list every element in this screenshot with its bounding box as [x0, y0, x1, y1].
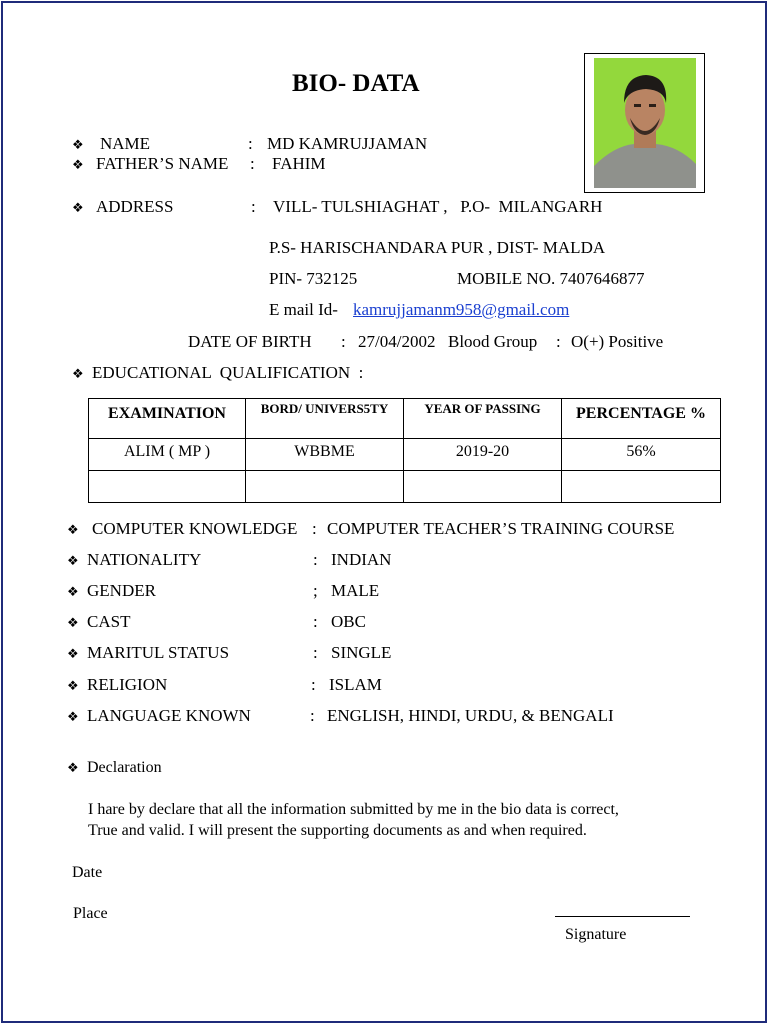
diamond-bullet-icon: ❖	[67, 646, 79, 661]
address-separator: :	[251, 197, 256, 216]
diamond-bullet-icon: ❖	[72, 137, 84, 152]
name-separator: :	[248, 134, 253, 153]
diamond-bullet-icon: ❖	[67, 522, 79, 537]
diamond-bullet-icon: ❖	[72, 366, 84, 381]
photo-frame	[584, 53, 705, 193]
father-separator: :	[250, 154, 255, 173]
email-label: E mail Id-	[269, 300, 338, 319]
religion-row	[67, 675, 85, 696]
gender-label: GENDER	[87, 581, 156, 600]
dob-value: 27/04/2002	[358, 332, 436, 351]
blood-group-separator: :	[556, 332, 561, 351]
language-label: LANGUAGE KNOWN	[87, 706, 251, 725]
computer-label: COMPUTER KNOWLEDGE	[92, 519, 298, 538]
address-pin: PIN- 732125	[269, 269, 358, 288]
father-value: FAHIM	[272, 154, 326, 173]
table-cell: 2019-20	[404, 439, 562, 471]
religion-separator: :	[311, 675, 316, 694]
marital-label: MARITUL STATUS	[87, 643, 230, 662]
cast-row	[67, 612, 85, 633]
table-cell: WBBME	[246, 439, 404, 471]
diamond-bullet-icon: ❖	[67, 615, 79, 630]
gender-value: MALE	[331, 581, 380, 600]
declaration-label: Declaration	[87, 759, 162, 776]
table-cell	[404, 471, 562, 503]
profile-photo	[594, 58, 696, 188]
person-portrait-icon	[594, 58, 696, 188]
education-table	[88, 398, 721, 503]
declaration-row	[67, 758, 85, 778]
education-row	[72, 363, 90, 384]
marital-row	[67, 643, 85, 664]
table-cell	[89, 471, 246, 503]
language-value: ENGLISH, HINDI, URDU, & BENGALI	[327, 706, 614, 725]
gender-separator: ;	[313, 581, 318, 600]
diamond-bullet-icon: ❖	[67, 584, 79, 599]
father-row	[72, 154, 90, 175]
signature-line	[555, 916, 690, 917]
cast-value: OBC	[331, 612, 366, 631]
dob-label: DATE OF BIRTH	[188, 332, 312, 351]
document-title: BIO- DATA	[292, 70, 420, 97]
computer-row	[67, 519, 85, 540]
header-year: YEAR OF PASSING	[404, 399, 562, 439]
computer-value: COMPUTER TEACHER’S TRAINING COURSE	[327, 519, 675, 538]
address-line1: VILL- TULSHIAGHAT , P.O- MILANGARH	[273, 197, 603, 216]
date-label: Date	[72, 864, 103, 881]
table-cell: ALIM ( MP )	[89, 439, 246, 471]
table-row	[89, 439, 721, 471]
diamond-bullet-icon: ❖	[67, 678, 79, 693]
diamond-bullet-icon: ❖	[72, 200, 84, 215]
email-link[interactable]: kamrujjamanm958@gmail.com	[353, 300, 570, 319]
cast-label: CAST	[87, 612, 131, 631]
education-label: EDUCATIONAL QUALIFICATION :	[92, 363, 364, 382]
marital-separator: :	[313, 643, 318, 662]
nationality-label: NATIONALITY	[87, 550, 202, 569]
diamond-bullet-icon: ❖	[67, 553, 79, 568]
header-board: BORD/ UNIVERS5TY	[246, 399, 404, 439]
nationality-value: INDIAN	[331, 550, 392, 569]
table-cell	[562, 471, 721, 503]
diamond-bullet-icon: ❖	[72, 157, 84, 172]
header-percentage: PERCENTAGE %	[562, 399, 721, 439]
computer-separator: :	[312, 519, 317, 538]
religion-label: RELIGION	[87, 675, 168, 694]
language-separator: :	[310, 706, 315, 725]
table-header-row	[89, 399, 721, 439]
father-label: FATHER’S NAME	[96, 154, 229, 173]
dob-separator: :	[341, 332, 346, 351]
religion-value: ISLAM	[329, 675, 382, 694]
name-value: MD KAMRUJJAMAN	[267, 134, 428, 153]
table-cell	[246, 471, 404, 503]
mobile-number: MOBILE NO. 7407646877	[457, 269, 645, 288]
diamond-bullet-icon: ❖	[67, 760, 79, 775]
blood-group-value: O(+) Positive	[571, 332, 664, 351]
table-cell: 56%	[562, 439, 721, 471]
name-row	[72, 134, 90, 155]
address-line2: P.S- HARISCHANDARA PUR , DIST- MALDA	[269, 238, 606, 257]
header-examination: EXAMINATION	[89, 399, 246, 439]
signature-label: Signature	[565, 926, 627, 943]
declaration-line1: I hare by declare that all the information submitted by me in the bio data is correct,	[88, 801, 619, 818]
nationality-row	[67, 550, 85, 571]
nationality-separator: :	[313, 550, 318, 569]
address-label: ADDRESS	[96, 197, 174, 216]
marital-value: SINGLE	[331, 643, 392, 662]
place-label: Place	[73, 905, 108, 922]
address-row	[72, 197, 90, 218]
blood-group-label: Blood Group	[448, 332, 538, 351]
language-row	[67, 706, 85, 727]
declaration-line2: True and valid. I will present the supporting documents as and when required.	[88, 822, 587, 839]
gender-row	[67, 581, 85, 602]
diamond-bullet-icon: ❖	[67, 709, 79, 724]
name-label: NAME	[100, 134, 151, 153]
table-row	[89, 471, 721, 503]
cast-separator: :	[313, 612, 318, 631]
